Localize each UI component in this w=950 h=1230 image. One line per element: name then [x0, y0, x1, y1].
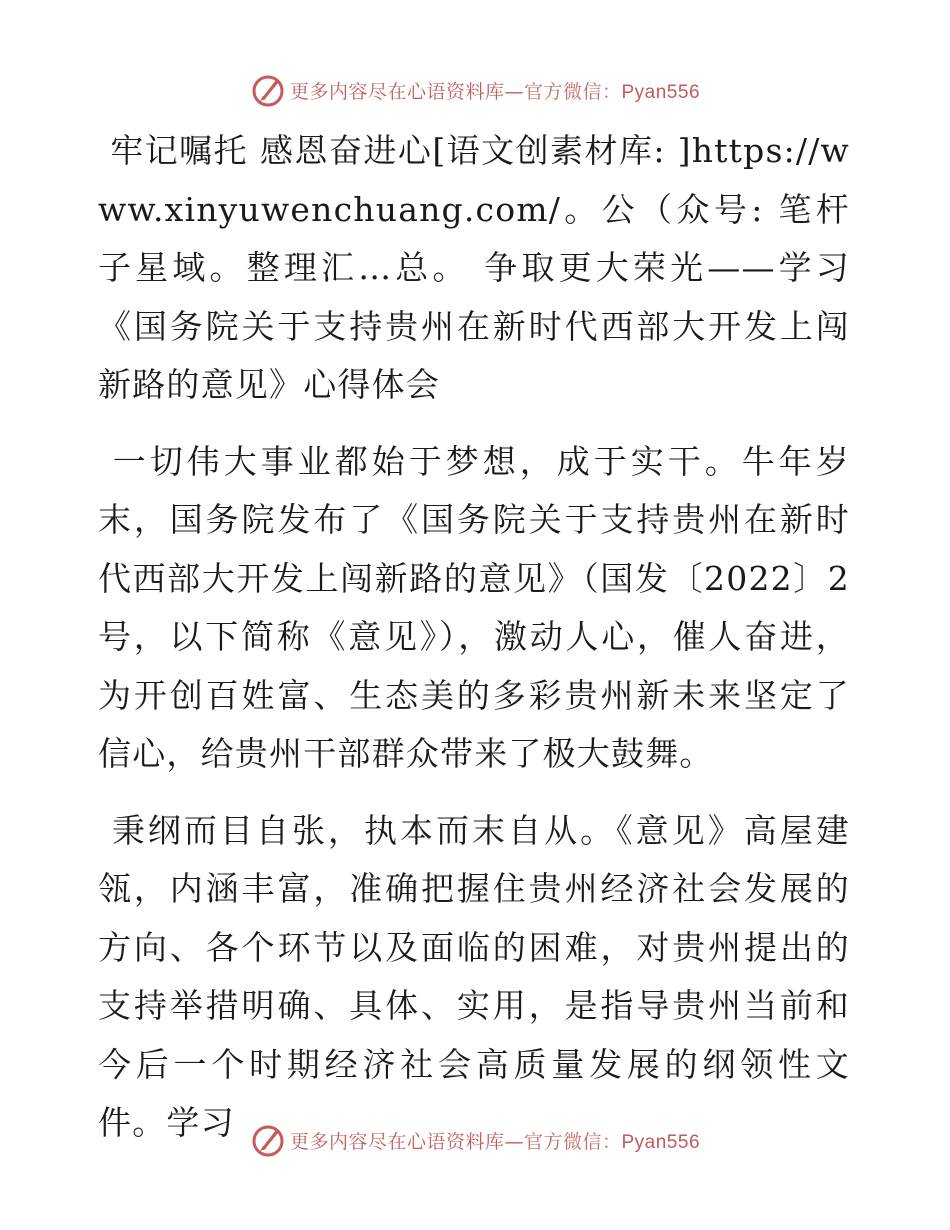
watermark-header — [0, 70, 950, 110]
paragraph-title — [98, 122, 850, 415]
watermark-wechat-id: Pyan556 — [621, 81, 701, 103]
watermark-dash: — — [504, 1130, 524, 1153]
watermark-brand: 更多内容尽在心语资料库 — [289, 1130, 505, 1153]
quill-logo-icon — [250, 1122, 286, 1158]
watermark-footer — [0, 1120, 950, 1160]
watermark-dash: — — [504, 80, 524, 103]
document-body — [98, 122, 850, 1153]
paragraph-text: 秉纲而目自张，执本而末自从。《意见》高屋建瓴，内涵丰富，准确把握住贵州经济社会发展的方向、各个环节以及面临的困难，对贵州提出的支持举措明确、具体、实用，是指导贵州当前和今后一个时期经济社会高质量发展的纲领性文件。学习 — [98, 810, 850, 1142]
watermark-text — [290, 1127, 700, 1154]
watermark-brand: 更多内容尽在心语资料库 — [289, 80, 505, 103]
quill-logo-icon — [250, 72, 286, 108]
paragraph-text: 一切伟大事业都始于梦想，成于实干。牛年岁末，国务院发布了《国务院关于支持贵州在新时代西部大开发上闯新路的意见》（国发〔2022〕2号，以下简称《意见》），激动人心，催人奋进，为开创百姓富、生态美的多彩贵州新未来坚定了信心，给贵州干部群众带来了极大鼓舞。 — [98, 441, 850, 773]
watermark-wechat-label: 官方微信： — [523, 1130, 622, 1153]
paragraph-body — [98, 802, 850, 1153]
watermark-wechat-label: 官方微信： — [523, 80, 622, 103]
watermark-text — [290, 77, 700, 104]
paragraph-text: 牢记嘱托 感恩奋进心[语文创素材库: ]https://www.xinyuwenchuang.com/。公（众号: 笔杆子星域。整理汇…总。 争取更大荣光——学习《国务院关于支持贵州在新时代西部大开发上闯新路的意见》心得体会 — [98, 131, 850, 404]
watermark-wechat-id: Pyan556 — [621, 1131, 701, 1153]
paragraph-intro — [98, 433, 850, 784]
